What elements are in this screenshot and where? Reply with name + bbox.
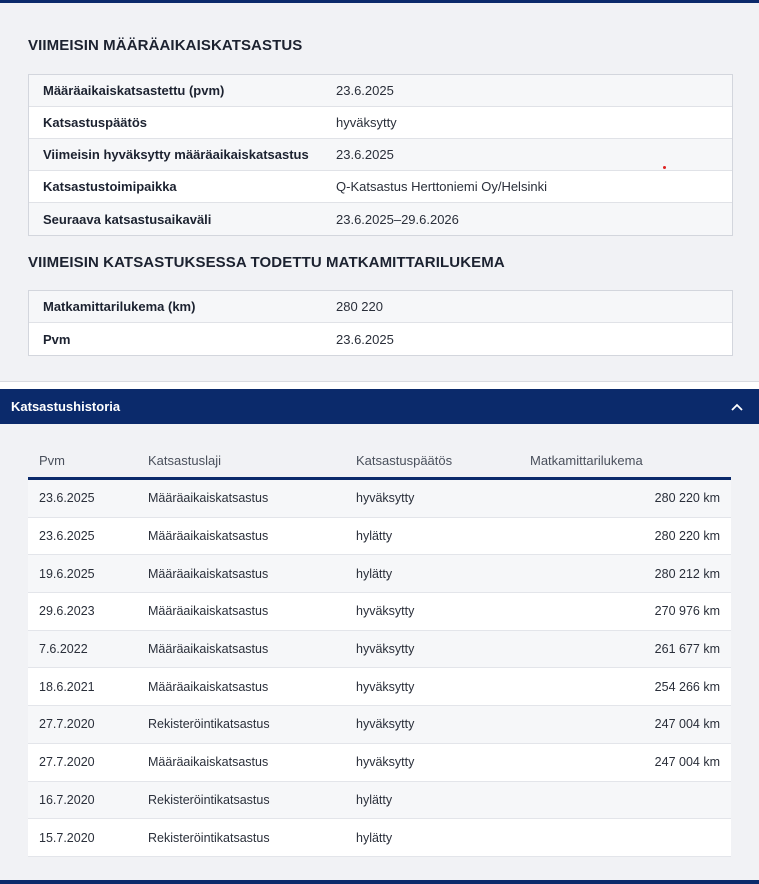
cell-odometer: 254 266 km [654,679,720,694]
cell-type: Määräaikaiskatsastus [148,491,269,506]
table-row [28,555,731,593]
cell-date: 18.6.2021 [39,679,95,694]
row-value: 23.6.2025 [336,83,394,98]
row-label: Viimeisin hyväksytty määräaikaiskatsastus [43,147,309,162]
cell-decision: hylätty [356,529,393,544]
table-row [29,203,732,235]
row-label: Katsastuspäätös [43,115,148,130]
table-row [28,631,731,669]
cell-decision: hylätty [356,566,393,581]
row-label: Matkamittarilukema (km) [43,299,196,314]
cell-date: 27.7.2020 [39,755,95,770]
cell-odometer: 247 004 km [654,755,720,770]
cell-date: 23.6.2025 [39,491,95,506]
cell-type: Määräaikaiskatsastus [148,755,269,770]
inspection-panel [0,3,759,382]
table-row [29,291,732,323]
cell-date: 19.6.2025 [39,566,95,581]
cell-date: 27.7.2020 [39,717,95,732]
cell-odometer: 280 212 km [654,566,720,581]
cell-date: 29.6.2023 [39,604,95,619]
cell-odometer: 261 677 km [654,642,720,657]
row-label: Määräaikaiskatsastettu (pvm) [43,83,225,98]
cell-decision: hyväksytty [356,604,415,619]
cell-date: 7.6.2022 [39,642,88,657]
odometer-table [28,290,733,356]
cell-type: Määräaikaiskatsastus [148,642,269,657]
row-label: Seuraava katsastusaikaväli [43,211,212,227]
cell-odometer: 247 004 km [654,717,720,732]
row-value: 23.6.2025–29.6.2026 [336,211,459,227]
cell-type: Määräaikaiskatsastus [148,679,269,694]
table-row [28,744,731,782]
row-label: Pvm [43,331,71,347]
table-row [29,139,732,171]
table-row [29,107,732,139]
table-header [28,444,731,480]
row-value: 23.6.2025 [336,147,394,162]
table-row [28,480,731,518]
cell-decision: hylätty [356,830,393,845]
table-row [28,593,731,631]
cell-type: Rekisteröintikatsastus [148,792,270,807]
cell-date: 15.7.2020 [39,830,95,845]
table-row [29,171,732,203]
chevron-up-icon[interactable] [729,398,745,414]
table-row [28,706,731,744]
row-value: 23.6.2025 [336,331,394,347]
cell-decision: hyväksytty [356,491,415,506]
history-table [28,444,731,857]
table-row [29,323,732,355]
column-header-date[interactable]: Pvm [39,453,65,468]
cell-date: 23.6.2025 [39,529,95,544]
row-value: Q-Katsastus Herttoniemi Oy/Helsinki [336,179,547,194]
cell-decision: hyväksytty [356,642,415,657]
cell-decision: hylätty [356,792,393,807]
inspection-title: VIIMEISIN MÄÄRÄAIKAISKATSASTUS [28,37,303,54]
history-body [28,480,731,857]
cell-odometer: 280 220 km [654,491,720,506]
cell-decision: hyväksytty [356,679,415,694]
column-header-decision[interactable]: Katsastuspäätös [356,453,453,468]
row-value: hyväksytty [336,115,397,130]
column-header-odometer[interactable]: Matkamittarilukema [530,453,643,468]
cell-odometer: 280 220 km [654,529,720,544]
table-row [28,518,731,556]
cell-date: 16.7.2020 [39,792,95,807]
bottom-border [0,880,759,884]
history-title: Katsastushistoria [11,399,121,414]
table-row [28,819,731,857]
history-header[interactable] [0,389,759,424]
column-header-type[interactable]: Katsastuslaji [148,453,221,468]
cell-decision: hyväksytty [356,717,415,732]
cell-type: Määräaikaiskatsastus [148,566,269,581]
row-label: Katsastustoimipaikka [43,179,177,194]
inspection-table [28,74,733,236]
table-row [28,782,731,820]
cell-decision: hyväksytty [356,755,415,770]
cell-type: Määräaikaiskatsastus [148,529,269,544]
history-panel [0,424,759,880]
table-row [29,75,732,107]
marker-dot [663,166,666,169]
cell-type: Määräaikaiskatsastus [148,604,269,619]
cell-odometer: 270 976 km [654,604,720,619]
cell-type: Rekisteröintikatsastus [148,830,270,845]
cell-type: Rekisteröintikatsastus [148,717,270,732]
odometer-title: VIIMEISIN KATSASTUKSESSA TODETTU MATKAMITTARILUKEMA [28,254,505,271]
row-value: 280 220 [336,299,383,314]
table-row [28,668,731,706]
